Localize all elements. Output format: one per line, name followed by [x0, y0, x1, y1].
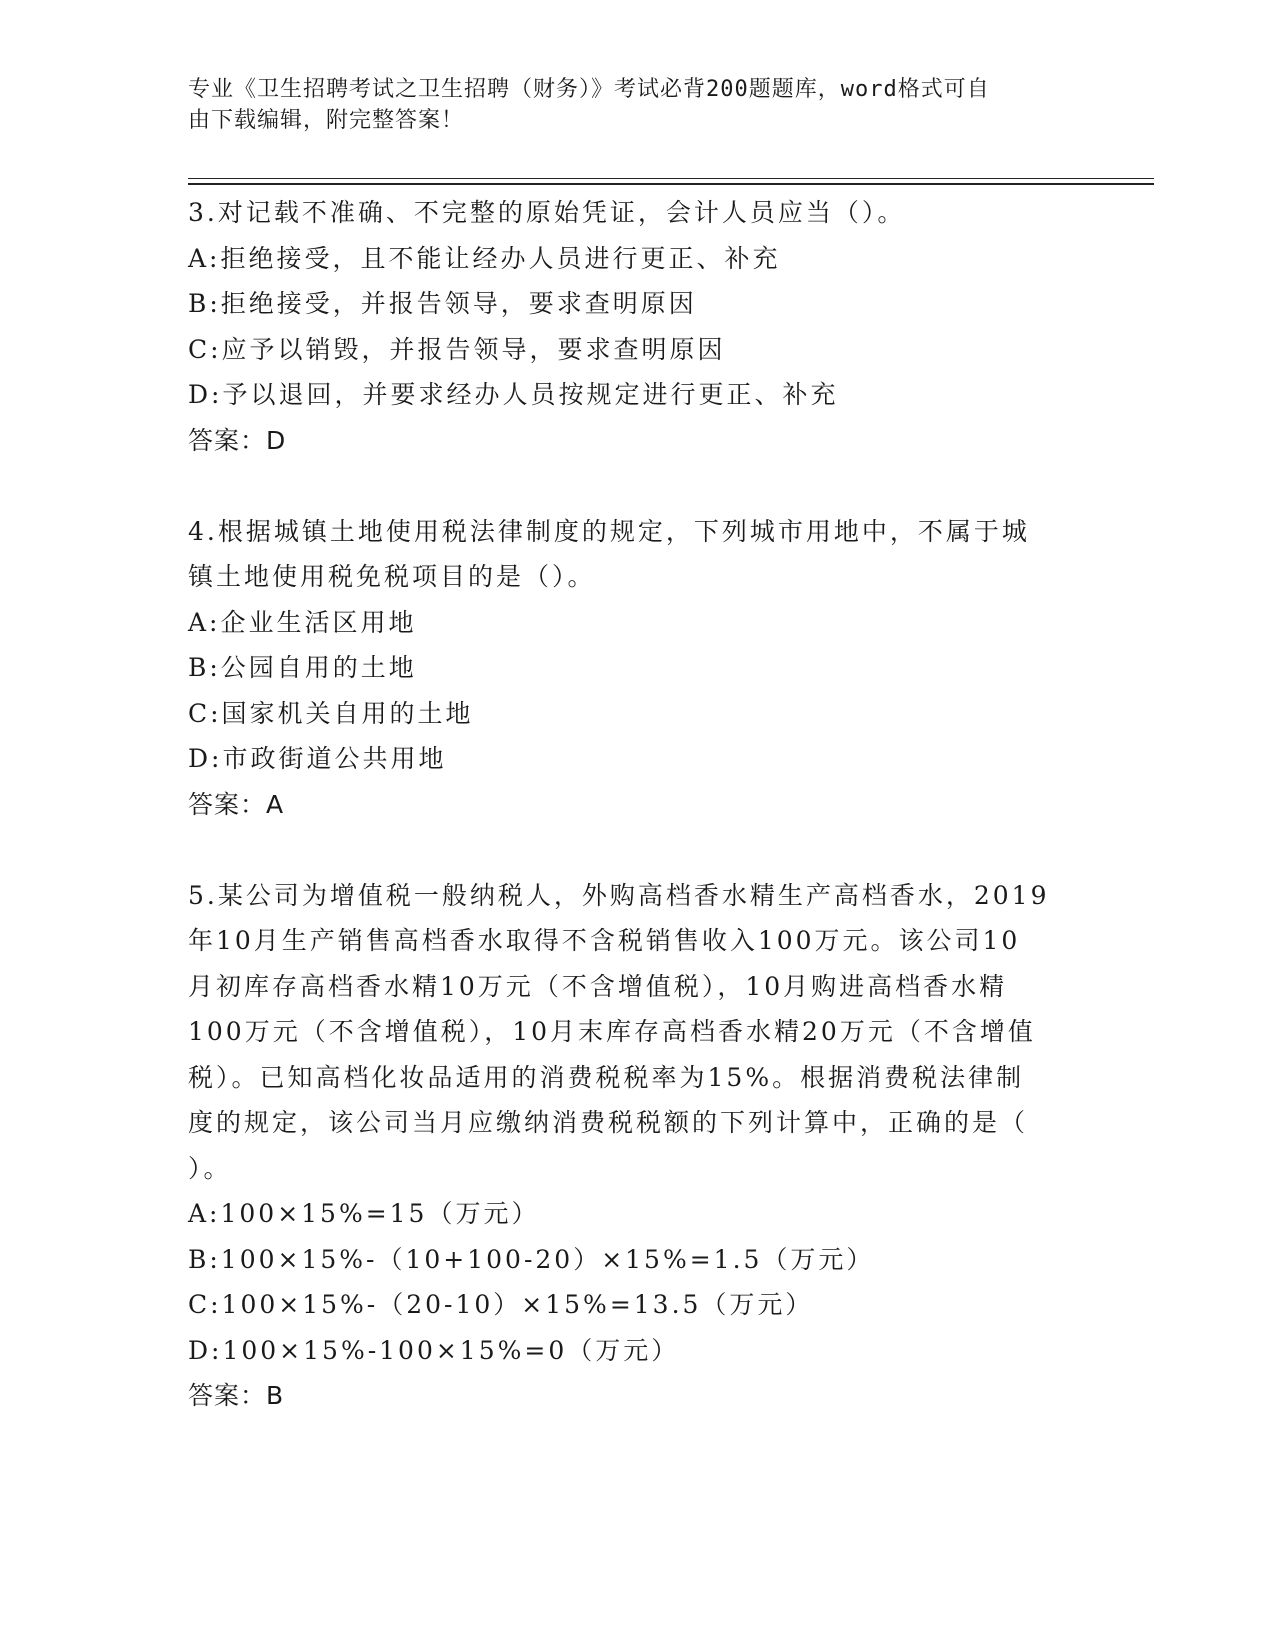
- question-stem-line: 镇土地使用税免税项目的是（）。: [188, 562, 596, 591]
- option-b: B:拒绝接受，并报告领导，要求查明原因: [188, 289, 697, 318]
- header-line-2: 由下载编辑，附完整答案！: [188, 108, 465, 133]
- question-3: [188, 190, 1068, 463]
- answer-label: 答案：A: [188, 789, 285, 819]
- question-stem-line: 年10月生产销售高档香水取得不含税销售收入100万元。该公司10: [188, 926, 1021, 955]
- question-stem-line: ）。: [188, 1153, 232, 1183]
- option-a: A:企业生活区用地: [188, 607, 417, 637]
- header-divider-thin: [188, 178, 1154, 179]
- option-c: C:国家机关自用的土地: [188, 698, 474, 728]
- question-stem-line: 税）。已知高档化妆品适用的消费税税率为15%。根据消费税法律制: [188, 1062, 1025, 1092]
- spacer: [188, 827, 1068, 873]
- spacer: [188, 463, 1068, 509]
- question-stem-line: 4.根据城镇土地使用税法律制度的规定，下列城市用地中，不属于城: [188, 516, 1030, 546]
- option-b: B:100×15%-（10+100-20）×15%=1.5（万元）: [188, 1244, 875, 1274]
- document-header: [188, 74, 1068, 136]
- question-list: [188, 190, 1068, 1419]
- question-stem-line: 度的规定，该公司当月应缴纳消费税税额的下列计算中，正确的是（: [188, 1108, 1029, 1137]
- option-c: C:100×15%-（20-10）×15%=13.5（万元）: [188, 1290, 814, 1319]
- header-line-1: 专业《卫生招聘考试之卫生招聘（财务）》考试必背200题题库，word格式可自: [188, 77, 990, 102]
- question-5: [188, 873, 1068, 1419]
- option-d: D:100×15%-100×15%=0（万元）: [188, 1335, 680, 1365]
- option-d: D:予以退回，并要求经办人员按规定进行更正、补充: [188, 380, 839, 409]
- option-d: D:市政街道公共用地: [188, 744, 447, 773]
- question-stem-line: 月初库存高档香水精10万元（不含增值税），10月购进高档香水精: [188, 971, 1008, 1001]
- option-c: C:应予以销毁，并报告领导，要求查明原因: [188, 334, 726, 364]
- option-a: A:100×15%=15（万元）: [188, 1199, 540, 1228]
- question-4: [188, 509, 1068, 828]
- question-stem-line: 5.某公司为增值税一般纳税人，外购高档香水精生产高档香水，2019: [188, 880, 1050, 910]
- header-divider-thick: [188, 183, 1154, 185]
- question-stem-line: 3.对记载不准确、不完整的原始凭证，会计人员应当（）。: [188, 198, 906, 227]
- question-stem-line: 100万元（不含增值税），10月末库存高档香水精20万元（不含增值: [188, 1017, 1036, 1046]
- answer-label: 答案：D: [188, 425, 287, 455]
- answer-label: 答案：B: [188, 1381, 285, 1410]
- option-b: B:公园自用的土地: [188, 653, 417, 682]
- option-a: A:拒绝接受，且不能让经办人员进行更正、补充: [188, 243, 781, 273]
